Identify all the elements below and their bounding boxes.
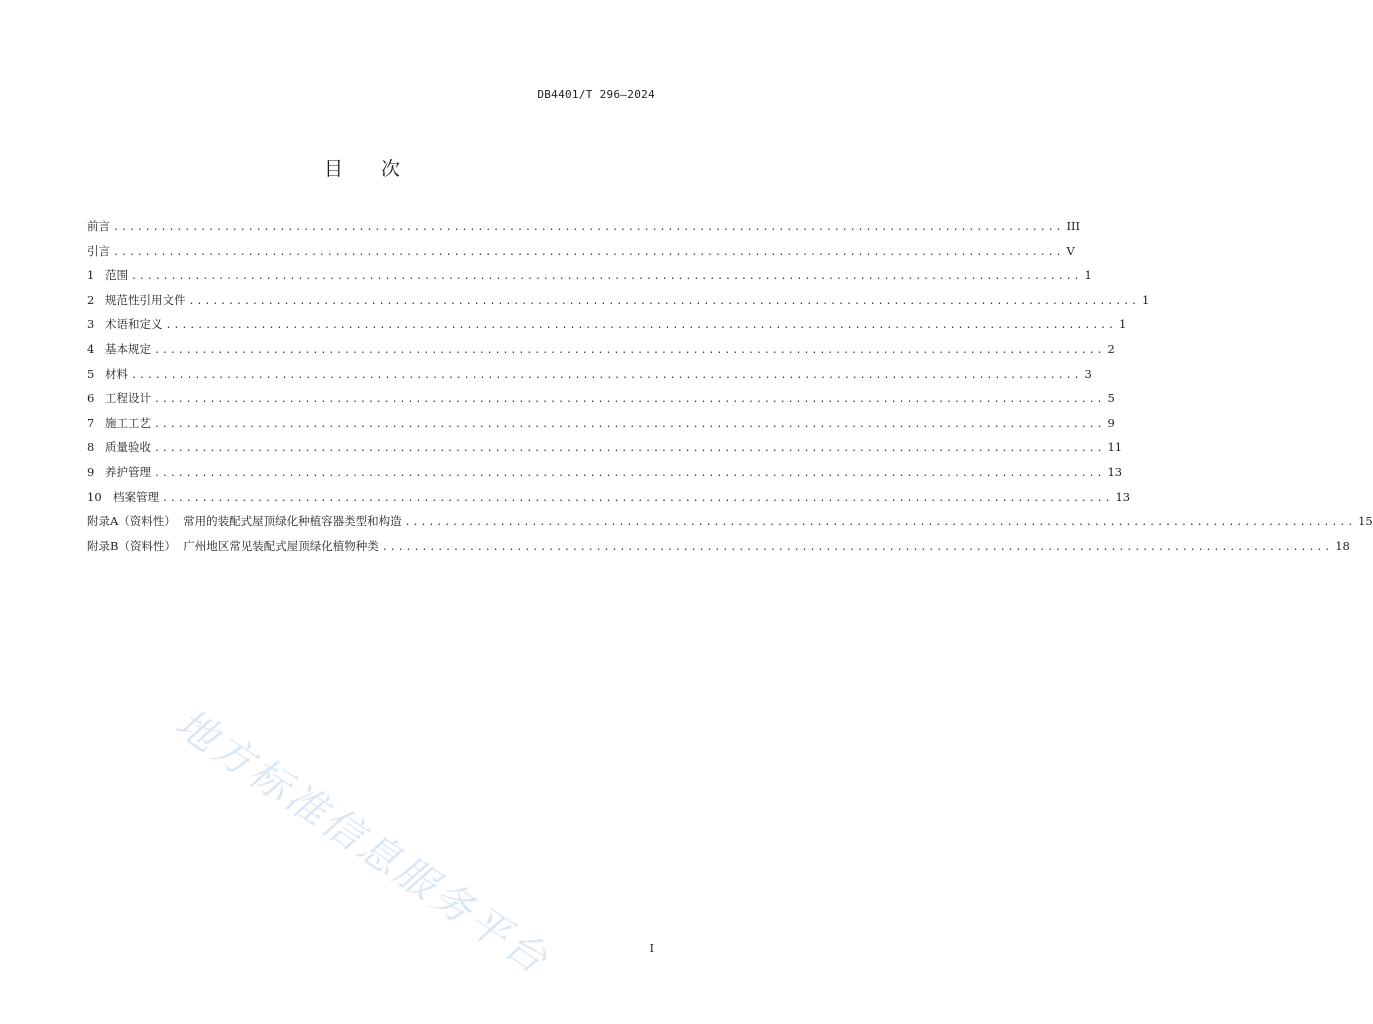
toc-entry-page: 3 [1084, 366, 1092, 381]
toc-entry-page: 2 [1107, 341, 1115, 356]
table-of-contents [87, 218, 1373, 562]
toc-leader-dots: ........................................................................................................................ [381, 541, 1333, 553]
toc-leader-dots: ........................................................................................................................ [165, 320, 1116, 332]
toc-leader-dots: ........................................................................................................................ [154, 344, 1105, 356]
toc-entry[interactable] [87, 316, 1127, 341]
toc-entry-label: 规范性引用文件 [105, 292, 186, 307]
toc-leader-dots: ........................................................................................................................ [154, 467, 1105, 479]
toc-entry-number: 4 [87, 341, 95, 356]
toc-entry[interactable] [87, 390, 1115, 415]
toc-entry-page: 9 [1107, 415, 1115, 430]
toc-leader-dots: ........................................................................................................................ [154, 418, 1105, 430]
toc-entry-label: 档案管理 [113, 489, 159, 504]
toc-entry[interactable] [87, 489, 1131, 514]
toc-entry-number: 3 [87, 317, 95, 332]
toc-entry-label: 引言 [87, 243, 110, 258]
toc-entry-number: 1 [87, 268, 95, 283]
toc-entry-page: 13 [1115, 489, 1131, 504]
toc-entry[interactable] [87, 538, 1350, 563]
toc-entry-label: 范围 [105, 268, 128, 283]
toc-entry[interactable] [87, 218, 1081, 243]
toc-entry[interactable] [87, 464, 1123, 489]
toc-entry[interactable] [87, 513, 1373, 538]
toc-entry-label: 前言 [87, 219, 110, 233]
toc-entry-label: 基本规定 [105, 341, 151, 356]
toc-leader-dots: ........................................................................................................................ [162, 492, 1113, 504]
toc-leader-dots: ........................................................................................................................ [404, 517, 1356, 529]
toc-entry[interactable] [87, 341, 1115, 366]
toc-entry-number: 7 [87, 415, 95, 430]
toc-leader-dots: ........................................................................................................................ [154, 394, 1105, 406]
toc-entry-label: 养护管理 [105, 464, 151, 479]
toc-leader-dots: ........................................................................................................................ [188, 295, 1139, 307]
toc-entry[interactable] [87, 292, 1150, 317]
toc-entry-number: 5 [87, 366, 95, 381]
toc-entry-label: 工程设计 [105, 391, 151, 406]
toc-entry-page: 11 [1107, 440, 1123, 455]
toc-entry[interactable] [87, 439, 1123, 464]
toc-leader-dots: ........................................................................................................................ [113, 222, 1064, 233]
toc-entry-number: 9 [87, 464, 95, 479]
toc-entry-page: 1 [1118, 317, 1127, 332]
toc-leader-dots: ........................................................................................................................ [154, 443, 1105, 455]
toc-entry-label: 施工工艺 [105, 415, 151, 430]
toc-entry-page: V [1066, 243, 1075, 258]
page-number: I [649, 942, 654, 955]
toc-entry-number: 8 [87, 440, 95, 455]
toc-entry[interactable] [87, 243, 1075, 268]
page-title [0, 154, 724, 181]
title-char-1: 目 [323, 158, 343, 180]
toc-entry[interactable] [87, 267, 1092, 292]
title-char-2: 次 [381, 158, 401, 180]
toc-entry-page: 13 [1107, 464, 1123, 479]
toc-leader-dots: ........................................................................................................................ [113, 246, 1064, 258]
toc-leader-dots: ........................................................................................................................ [131, 271, 1082, 283]
toc-entry-page: 1 [1084, 268, 1092, 283]
toc-leader-dots: ........................................................................................................................ [131, 369, 1082, 381]
toc-entry-page: 5 [1107, 391, 1115, 406]
toc-entry-label: 材料 [105, 366, 128, 381]
toc-entry-page: III [1066, 219, 1081, 233]
toc-entry-number: 6 [87, 391, 95, 406]
watermark: 地方标准信息服务平台 [167, 700, 558, 985]
toc-entry-label: 附录B（资料性） 广州地区常见装配式屋顶绿化植物种类 [87, 538, 379, 553]
toc-entry[interactable] [87, 366, 1092, 391]
toc-entry-label: 附录A（资料性） 常用的装配式屋顶绿化种植容器类型和构造 [87, 514, 402, 529]
toc-entry-number: 2 [87, 292, 95, 307]
toc-entry-number: 10 [87, 489, 102, 504]
toc-entry-page: 1 [1141, 292, 1150, 307]
document-code: DB4401/T 296—2024 [537, 88, 655, 101]
toc-entry-label: 质量验收 [105, 440, 151, 455]
toc-entry-label: 术语和定义 [105, 317, 163, 332]
toc-entry-page: 15 [1358, 514, 1373, 529]
toc-entry[interactable] [87, 415, 1115, 440]
toc-entry-page: 18 [1335, 538, 1350, 553]
